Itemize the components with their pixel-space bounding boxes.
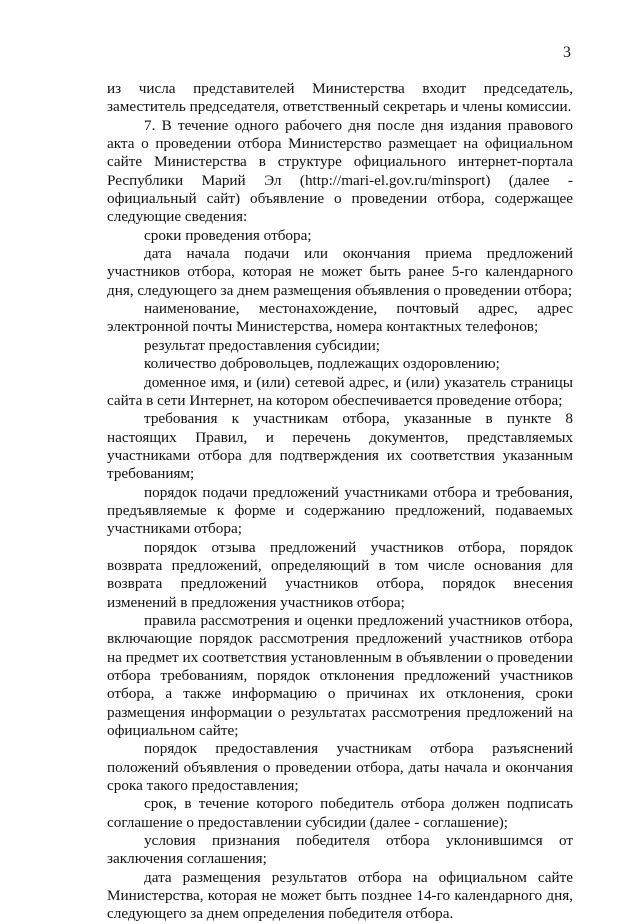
paragraph-submission-order: порядок подачи предложений участниками отбора и требования, предъявляемые к форме и содержанию предложений, подаваемых участниками отбора; <box>107 483 573 538</box>
paragraph-evasion-conditions: условия признания победителя отбора уклонившимся от заключения соглашения; <box>107 832 573 868</box>
paragraph-withdrawal-order: порядок отзыва предложений участников отбора, порядок возврата предложений, определяющий в том числе основания для возврата предложений участников отбора, порядок внесения изменений в предложения участников отбора; <box>107 538 573 611</box>
paragraph-contacts: наименование, местонахождение, почтовый адрес, адрес электронной почты Министерства, номера контактных телефонов; <box>107 300 573 336</box>
paragraph-item-7: 7. В течение одного рабочего дня после дня издания правового акта о проведении отбора Министерство размещает на официальном сайте Министерства в структуре официального интернет-портала Республики Марий Эл (http://mari-el.gov.ru/minsport) (далее - официальный сайт) объявление о проведении отбора, содержащее следующие сведения: <box>107 116 573 226</box>
paragraph-domain: доменное имя, и (или) сетевой адрес, и (или) указатель страницы сайта в сети Интернет, на котором обеспечивается проведение отбора; <box>107 373 573 409</box>
paragraph-result: результат предоставления субсидии; <box>144 336 380 354</box>
page-number: 3 <box>563 44 571 61</box>
paragraph-review-rules: правила рассмотрения и оценки предложений участников отбора, включающие порядок рассмотрения предложений участников отбора на предмет их соответствия установленным в объявлении о проведении отбора требованиям, порядок отклонения предложений участников отбора, а также информацию о причинах их отклонения, сроки размещения информации о результатах рассмотрения предложений на официальном сайте; <box>107 611 573 740</box>
paragraph-requirements: требования к участникам отбора, указанные в пункте 8 настоящих Правил, и перечень документов, представляемых участниками отбора для подтверждения их соответствия указанным требованиям; <box>107 410 573 483</box>
document-body <box>107 80 573 924</box>
paragraph-volunteers: количество добровольцев, подлежащих оздоровлению; <box>144 355 500 373</box>
paragraph-continuation: из числа представителей Министерства входит председатель, заместитель председателя, ответственный секретарь и члены комиссии. <box>107 80 573 116</box>
paragraph-results-publication: дата размещения результатов отбора на официальном сайте Министерства, которая не может быть позднее 14-го календарного дня, следующего за днем определения победителя отбора. <box>107 868 573 923</box>
paragraph-terms: сроки проведения отбора; <box>144 226 312 244</box>
paragraph-signing-term: срок, в течение которого победитель отбора должен подписать соглашение о предоставлении субсидии (далее - соглашение); <box>107 795 573 831</box>
paragraph-clarifications: порядок предоставления участникам отбора разъяснений положений объявления о проведении отбора, даты начала и окончания срока такого предоставления; <box>107 740 573 795</box>
paragraph-dates: дата начала подачи или окончания приема предложений участников отбора, которая не может быть ранее 5-го календарного дня, следующего за днем размещения объявления о проведении отбора; <box>107 245 573 299</box>
